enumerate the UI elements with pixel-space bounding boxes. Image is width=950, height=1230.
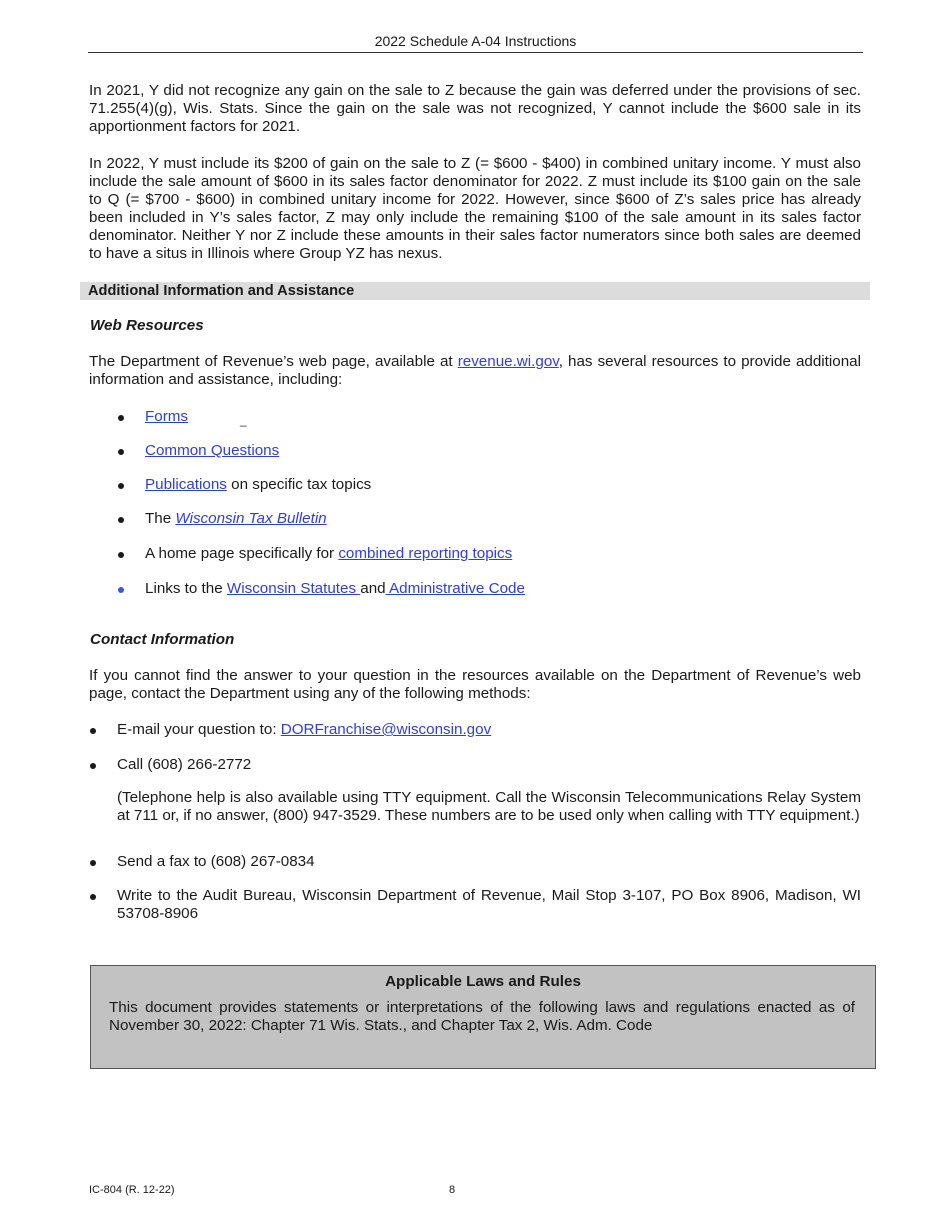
paragraph-2022: In 2022, Y must include its $200 of gain on the sale to Z (= $600 - $400) in combined unitary income. Y must also include the sale amount of $600 in its sales factor denominator for 2022. Z must include its $100 gain on the sale to Q (= $700 - $600) in combined unitary income for 2022. However, since $600 of Z’s sales price has already been included in Y’s sales factor, Z may only include the remaining $100 of the sale amount in its sales factor denominator. Neither Y nor Z include these amounts in their sales factor numerators since both sales are deemed to have a situs in Illinois where Group YZ has nexus.: [89, 155, 861, 262]
list-item: [145, 442, 279, 459]
laws-title: Applicable Laws and Rules: [385, 973, 581, 990]
section-title: Additional Information and Assistance: [80, 282, 870, 300]
statutes-link[interactable]: Wisconsin Statutes: [226, 580, 361, 597]
contact-intro: If you cannot find the answer to your question in the resources available on the Department of Revenue’s web page, contact the Department using any of the following methods:: [89, 667, 861, 702]
list-item: The Wisconsin Tax Bulletin: [145, 510, 327, 527]
email-link[interactable]: DORFranchise@wisconsin.gov: [280, 721, 492, 738]
list-item: A home page specifically for combined reporting topics: [145, 545, 513, 562]
list-item: [145, 408, 188, 425]
bullet-icon: [118, 552, 124, 558]
tty-note: (Telephone help is also available using TTY equipment. Call the Wisconsin Telecommunications Relay System at 711 or, if no answer, (800) 947-3529. These numbers are to be used only when calling with TTY equipment.): [117, 789, 861, 824]
common-questions-link[interactable]: Common Questions: [145, 442, 280, 459]
bullet-icon: [118, 517, 124, 523]
bullet-icon: [118, 449, 124, 455]
list-item: Links to the Wisconsin Statutes and Administrative Code: [145, 580, 525, 597]
tax-bulletin-link[interactable]: Wisconsin Tax Bulletin: [175, 510, 327, 527]
bullet-icon: [118, 587, 124, 593]
bullet-icon: [90, 894, 96, 900]
web-resources-heading: Web Resources: [90, 317, 204, 334]
list-item: Write to the Audit Bureau, Wisconsin Department of Revenue, Mail Stop 3-107, PO Box 8906, Madison, WI 53708-8906: [117, 887, 861, 922]
forms-link[interactable]: Forms: [145, 408, 189, 425]
list-item: Send a fax to (608) 267-0834: [117, 853, 315, 870]
list-item: Publications on specific tax topics: [145, 476, 372, 493]
web-intro: The Department of Revenue’s web page, available at revenue.wi.gov, has several resources to provide additional information and assistance, including:: [89, 353, 861, 388]
bullet-icon: [90, 763, 96, 769]
list-item: E-mail your question to: DORFranchise@wisconsin.gov: [117, 721, 492, 738]
publications-link[interactable]: Publications: [145, 476, 227, 493]
page-header: 2022 Schedule A-04 Instructions: [88, 33, 863, 53]
bullet-icon: [90, 860, 96, 866]
bullet-icon: [118, 483, 124, 489]
page-number: 8: [449, 1184, 456, 1196]
combined-reporting-link[interactable]: combined reporting topics: [338, 545, 513, 562]
list-item: Call (608) 266-2772: [117, 756, 252, 773]
applicable-laws-box: [90, 965, 876, 1069]
laws-text: This document provides statements or interpretations of the following laws and regulations enacted as of November 30, 2022: Chapter 71 Wis. Stats., and Chapter Tax 2, Wis. Adm. Code: [109, 999, 855, 1034]
bullet-icon: [90, 728, 96, 734]
bullet-icon: [118, 415, 124, 421]
paragraph-2021: In 2021, Y did not recognize any gain on the sale to Z because the gain was deferred under the provisions of sec. 71.255(4)(g), Wis. Stats. Since the gain on the sale was not recognized, Y cannot include the $600 sale in its apportionment factors for 2021.: [89, 82, 861, 135]
contact-heading: Contact Information: [90, 631, 235, 648]
revenue-link[interactable]: revenue.wi.gov: [457, 353, 559, 370]
stray-underscore: _: [240, 413, 247, 427]
admin-code-link[interactable]: Administrative Code: [385, 580, 525, 597]
form-id: IC-804 (R. 12-22): [89, 1184, 175, 1196]
